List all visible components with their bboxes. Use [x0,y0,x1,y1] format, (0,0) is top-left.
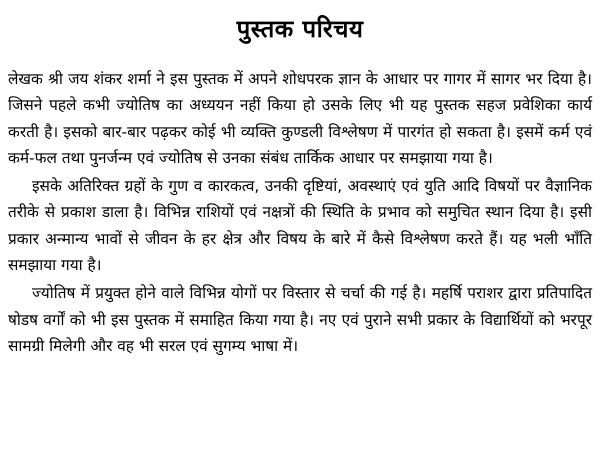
paragraph-3: ज्योतिष में प्रयुक्त होने वाले विभिन्न योगों पर विस्तार से चर्चा की गई है। महर्षि पराशर द्वारा प्रतिपादित षोडष वर्गों को भी इस पुस्तक में समाहित किया गया है। नए एवं पुराने सभी प्रकार के विद्यार्थियों को भरपूर सामग्री मिलेगी और वह भी सरल एवं सुगम्य भाषा में। [8,284,592,355]
paragraph-2: इसके अतिरिक्त ग्रहों के गुण व कारकत्व, उनकी दृष्टियां, अवस्थाएं एवं युति आदि विषयों पर वैज्ञानिक तरीके से प्रकाश डाला है। विभिन्न राशियों एवं नक्षत्रों की स्थिति के प्रभाव को समुचित स्थान दिया है। इसी प्रकार अन्मान्य भावों से जीवन के हर क्षेत्र और विषय के बारे में कैसे विश्लेषण करते हैं। यह भली भाँति समझाया गया है। [8,177,592,275]
paragraph-1: लेखक श्री जय शंकर शर्मा ने इस पुस्तक में अपने शोधपरक ज्ञान के आधार पर गागर में सागर भर दिया है। जिसने पहले कभी ज्योतिष का अध्ययन नहीं किया हो उसके लिए भी यह पुस्तक सहज प्रवेशिका कार्य करती है। इसको बार-बार पढ़कर कोई भी व्यक्ति कुण्डली विश्लेषण में पारगंत हो सकता है। इसमें कर्म एवं कर्म-फल तथा पुनर्जन्म एवं ज्योतिष से उनका संबंध तार्किक आधार पर समझाया गया है। [8,70,592,167]
page-title: पुस्तक परिचय [236,15,364,43]
